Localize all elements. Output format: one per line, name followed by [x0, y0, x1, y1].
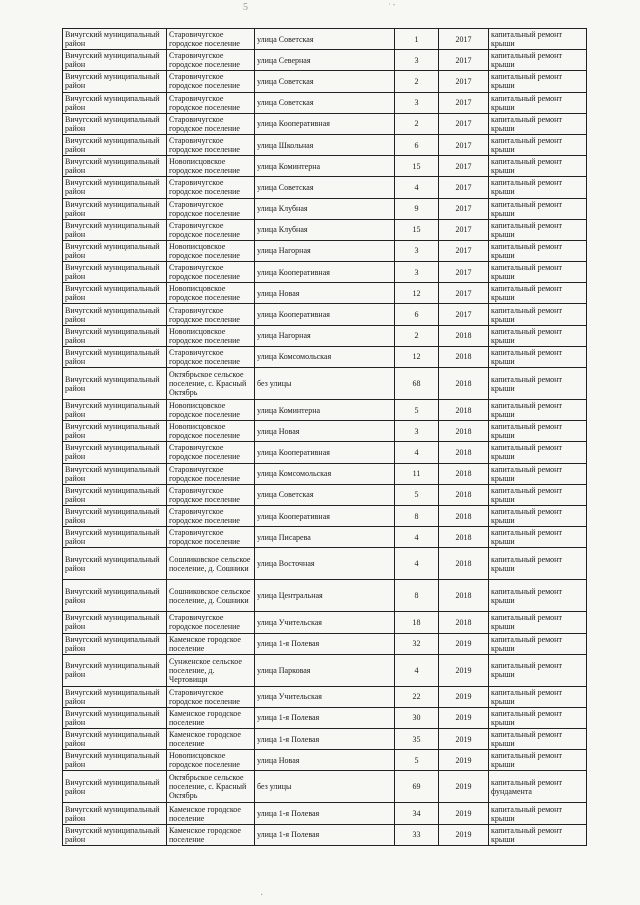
table-row — [63, 400, 587, 421]
street-cell: улица 1-я Полевая — [255, 707, 395, 728]
table-row — [63, 505, 587, 526]
settlement-cell: Каменское городское поселение — [167, 633, 255, 654]
street-cell: улица Кооперативная — [255, 442, 395, 463]
street-cell: улица Центральная — [255, 580, 395, 612]
district-cell: Вичугский муниципальный район — [63, 654, 167, 686]
district-cell: Вичугский муниципальный район — [63, 750, 167, 771]
settlement-cell: Новописцовское городское поселение — [167, 325, 255, 346]
street-cell: улица Новая — [255, 750, 395, 771]
table-row — [63, 484, 587, 505]
street-cell: улица Парковая — [255, 654, 395, 686]
house-number-cell: 6 — [395, 304, 439, 325]
year-cell: 2018 — [439, 346, 489, 367]
table-row — [63, 612, 587, 633]
year-cell: 2017 — [439, 29, 489, 50]
year-cell: 2018 — [439, 548, 489, 580]
work-type-cell: капитальный ремонт крыши — [489, 707, 587, 728]
settlement-cell: Каменское городское поселение — [167, 824, 255, 845]
work-type-cell: капитальный ремонт крыши — [489, 50, 587, 71]
table-row — [63, 803, 587, 824]
work-type-cell: капитальный ремонт крыши — [489, 824, 587, 845]
street-cell: улица Советская — [255, 92, 395, 113]
street-cell: улица Северная — [255, 50, 395, 71]
table-row — [63, 219, 587, 240]
work-type-cell: капитальный ремонт крыши — [489, 442, 587, 463]
street-cell: улица Нагорная — [255, 240, 395, 261]
repair-schedule-table — [62, 28, 587, 846]
settlement-cell: Старовичугское городское поселение — [167, 71, 255, 92]
table-row — [63, 346, 587, 367]
year-cell: 2018 — [439, 368, 489, 400]
street-cell: улица 1-я Полевая — [255, 803, 395, 824]
district-cell: Вичугский муниципальный район — [63, 527, 167, 548]
house-number-cell: 4 — [395, 442, 439, 463]
district-cell: Вичугский муниципальный район — [63, 824, 167, 845]
street-cell: улица Восточная — [255, 548, 395, 580]
street-cell: улица Писарева — [255, 527, 395, 548]
settlement-cell: Сошниковское сельское поселение, д. Сошники — [167, 580, 255, 612]
district-cell: Вичугский муниципальный район — [63, 421, 167, 442]
district-cell: Вичугский муниципальный район — [63, 463, 167, 484]
work-type-cell: капитальный ремонт крыши — [489, 484, 587, 505]
house-number-cell: 3 — [395, 421, 439, 442]
work-type-cell: капитальный ремонт крыши — [489, 368, 587, 400]
table-row — [63, 156, 587, 177]
work-type-cell: капитальный ремонт крыши — [489, 198, 587, 219]
settlement-cell: Старовичугское городское поселение — [167, 442, 255, 463]
house-number-cell: 8 — [395, 505, 439, 526]
settlement-cell: Старовичугское городское поселение — [167, 92, 255, 113]
house-number-cell: 4 — [395, 527, 439, 548]
page-mark: · — [260, 890, 264, 901]
district-cell: Вичугский муниципальный район — [63, 346, 167, 367]
table-row — [63, 442, 587, 463]
table-row — [63, 325, 587, 346]
district-cell: Вичугский муниципальный район — [63, 580, 167, 612]
work-type-cell: капитальный ремонт крыши — [489, 633, 587, 654]
table-row — [63, 633, 587, 654]
district-cell: Вичугский муниципальный район — [63, 325, 167, 346]
house-number-cell: 3 — [395, 92, 439, 113]
table-row — [63, 421, 587, 442]
street-cell: улица 1-я Полевая — [255, 729, 395, 750]
year-cell: 2017 — [439, 304, 489, 325]
year-cell: 2018 — [439, 484, 489, 505]
settlement-cell: Старовичугское городское поселение — [167, 262, 255, 283]
work-type-cell: капитальный ремонт крыши — [489, 92, 587, 113]
year-cell: 2019 — [439, 803, 489, 824]
house-number-cell: 35 — [395, 729, 439, 750]
table-row — [63, 304, 587, 325]
settlement-cell: Старовичугское городское поселение — [167, 177, 255, 198]
work-type-cell: капитальный ремонт крыши — [489, 113, 587, 134]
house-number-cell: 1 — [395, 29, 439, 50]
house-number-cell: 22 — [395, 686, 439, 707]
street-cell: улица Советская — [255, 177, 395, 198]
table-row — [63, 527, 587, 548]
year-cell: 2019 — [439, 707, 489, 728]
house-number-cell: 6 — [395, 134, 439, 155]
work-type-cell: капитальный ремонт крыши — [489, 219, 587, 240]
page-mark: · - — [388, 0, 396, 9]
house-number-cell: 15 — [395, 156, 439, 177]
table-row — [63, 29, 587, 50]
house-number-cell: 11 — [395, 463, 439, 484]
district-cell: Вичугский муниципальный район — [63, 134, 167, 155]
work-type-cell: капитальный ремонт крыши — [489, 750, 587, 771]
year-cell: 2019 — [439, 633, 489, 654]
district-cell: Вичугский муниципальный район — [63, 198, 167, 219]
settlement-cell: Старовичугское городское поселение — [167, 198, 255, 219]
year-cell: 2017 — [439, 50, 489, 71]
street-cell: улица Учительская — [255, 612, 395, 633]
street-cell: улица 1-я Полевая — [255, 633, 395, 654]
year-cell: 2019 — [439, 686, 489, 707]
district-cell: Вичугский муниципальный район — [63, 633, 167, 654]
house-number-cell: 5 — [395, 484, 439, 505]
district-cell: Вичугский муниципальный район — [63, 505, 167, 526]
house-number-cell: 2 — [395, 113, 439, 134]
work-type-cell: капитальный ремонт крыши — [489, 505, 587, 526]
street-cell: улица Советская — [255, 29, 395, 50]
table-row — [63, 134, 587, 155]
work-type-cell: капитальный ремонт крыши — [489, 421, 587, 442]
year-cell: 2019 — [439, 729, 489, 750]
settlement-cell: Новописцовское городское поселение — [167, 750, 255, 771]
work-type-cell: капитальный ремонт крыши — [489, 177, 587, 198]
year-cell: 2019 — [439, 654, 489, 686]
settlement-cell: Старовичугское городское поселение — [167, 50, 255, 71]
district-cell: Вичугский муниципальный район — [63, 262, 167, 283]
table-row — [63, 50, 587, 71]
street-cell: улица Коминтерна — [255, 400, 395, 421]
house-number-cell: 68 — [395, 368, 439, 400]
district-cell: Вичугский муниципальный район — [63, 771, 167, 803]
district-cell: Вичугский муниципальный район — [63, 50, 167, 71]
house-number-cell: 3 — [395, 240, 439, 261]
house-number-cell: 12 — [395, 283, 439, 304]
table-row — [63, 92, 587, 113]
table-row — [63, 654, 587, 686]
year-cell: 2017 — [439, 262, 489, 283]
settlement-cell: Старовичугское городское поселение — [167, 346, 255, 367]
table-row — [63, 177, 587, 198]
house-number-cell: 3 — [395, 50, 439, 71]
street-cell: улица Комсомольская — [255, 463, 395, 484]
year-cell: 2017 — [439, 71, 489, 92]
table-row — [63, 580, 587, 612]
table-row — [63, 750, 587, 771]
district-cell: Вичугский муниципальный район — [63, 92, 167, 113]
settlement-cell: Старовичугское городское поселение — [167, 29, 255, 50]
district-cell: Вичугский муниципальный район — [63, 368, 167, 400]
district-cell: Вичугский муниципальный район — [63, 240, 167, 261]
house-number-cell: 5 — [395, 750, 439, 771]
table-row — [63, 729, 587, 750]
work-type-cell: капитальный ремонт крыши — [489, 240, 587, 261]
table-row — [63, 113, 587, 134]
settlement-cell: Старовичугское городское поселение — [167, 134, 255, 155]
settlement-cell: Каменское городское поселение — [167, 707, 255, 728]
house-number-cell: 34 — [395, 803, 439, 824]
house-number-cell: 2 — [395, 71, 439, 92]
street-cell: улица Кооперативная — [255, 262, 395, 283]
settlement-cell: Новописцовское городское поселение — [167, 240, 255, 261]
work-type-cell: капитальный ремонт крыши — [489, 283, 587, 304]
settlement-cell: Каменское городское поселение — [167, 803, 255, 824]
year-cell: 2017 — [439, 283, 489, 304]
street-cell: без улицы — [255, 771, 395, 803]
work-type-cell: капитальный ремонт крыши — [489, 463, 587, 484]
settlement-cell: Октябрьское сельское поселение, с. Красный Октябрь — [167, 771, 255, 803]
district-cell: Вичугский муниципальный район — [63, 283, 167, 304]
work-type-cell: капитальный ремонт крыши — [489, 346, 587, 367]
work-type-cell: капитальный ремонт крыши — [489, 803, 587, 824]
house-number-cell: 4 — [395, 548, 439, 580]
district-cell: Вичугский муниципальный район — [63, 304, 167, 325]
district-cell: Вичугский муниципальный район — [63, 612, 167, 633]
year-cell: 2018 — [439, 400, 489, 421]
settlement-cell: Старовичугское городское поселение — [167, 463, 255, 484]
settlement-cell: Старовичугское городское поселение — [167, 113, 255, 134]
work-type-cell: капитальный ремонт крыши — [489, 156, 587, 177]
page-mark: 5 — [243, 2, 248, 13]
street-cell: улица Новая — [255, 421, 395, 442]
table-row — [63, 548, 587, 580]
house-number-cell: 9 — [395, 198, 439, 219]
table-row — [63, 707, 587, 728]
table-row — [63, 686, 587, 707]
house-number-cell: 4 — [395, 654, 439, 686]
settlement-cell: Старовичугское городское поселение — [167, 505, 255, 526]
work-type-cell: капитальный ремонт крыши — [489, 262, 587, 283]
street-cell: улица Советская — [255, 71, 395, 92]
year-cell: 2017 — [439, 156, 489, 177]
street-cell: улица Комсомольская — [255, 346, 395, 367]
table-row — [63, 463, 587, 484]
year-cell: 2018 — [439, 612, 489, 633]
street-cell: улица Школьная — [255, 134, 395, 155]
work-type-cell: капитальный ремонт крыши — [489, 654, 587, 686]
district-cell: Вичугский муниципальный район — [63, 803, 167, 824]
settlement-cell: Старовичугское городское поселение — [167, 219, 255, 240]
year-cell: 2019 — [439, 824, 489, 845]
street-cell: улица Новая — [255, 283, 395, 304]
work-type-cell: капитальный ремонт крыши — [489, 71, 587, 92]
street-cell: улица Клубная — [255, 198, 395, 219]
table-row — [63, 71, 587, 92]
house-number-cell: 30 — [395, 707, 439, 728]
year-cell: 2017 — [439, 134, 489, 155]
district-cell: Вичугский муниципальный район — [63, 177, 167, 198]
house-number-cell: 4 — [395, 177, 439, 198]
year-cell: 2017 — [439, 92, 489, 113]
table-row — [63, 198, 587, 219]
settlement-cell: Новописцовское городское поселение — [167, 421, 255, 442]
table-row — [63, 283, 587, 304]
work-type-cell: капитальный ремонт крыши — [489, 580, 587, 612]
district-cell: Вичугский муниципальный район — [63, 219, 167, 240]
year-cell: 2018 — [439, 421, 489, 442]
settlement-cell: Новописцовское городское поселение — [167, 400, 255, 421]
district-cell: Вичугский муниципальный район — [63, 156, 167, 177]
street-cell: улица Нагорная — [255, 325, 395, 346]
street-cell: улица Кооперативная — [255, 505, 395, 526]
house-number-cell: 5 — [395, 400, 439, 421]
year-cell: 2017 — [439, 240, 489, 261]
year-cell: 2017 — [439, 113, 489, 134]
street-cell: улица Клубная — [255, 219, 395, 240]
settlement-cell: Старовичугское городское поселение — [167, 686, 255, 707]
year-cell: 2017 — [439, 219, 489, 240]
house-number-cell: 8 — [395, 580, 439, 612]
settlement-cell: Октябрьское сельское поселение, с. Красный Октябрь — [167, 368, 255, 400]
settlement-cell: Старовичугское городское поселение — [167, 612, 255, 633]
settlement-cell: Старовичугское городское поселение — [167, 304, 255, 325]
street-cell: без улицы — [255, 368, 395, 400]
settlement-cell: Старовичугское городское поселение — [167, 527, 255, 548]
house-number-cell: 2 — [395, 325, 439, 346]
year-cell: 2018 — [439, 463, 489, 484]
district-cell: Вичугский муниципальный район — [63, 113, 167, 134]
year-cell: 2018 — [439, 527, 489, 548]
street-cell: улица Кооперативная — [255, 304, 395, 325]
table-row — [63, 368, 587, 400]
work-type-cell: капитальный ремонт крыши — [489, 686, 587, 707]
work-type-cell: капитальный ремонт крыши — [489, 729, 587, 750]
house-number-cell: 33 — [395, 824, 439, 845]
work-type-cell: капитальный ремонт крыши — [489, 400, 587, 421]
house-number-cell: 12 — [395, 346, 439, 367]
district-cell: Вичугский муниципальный район — [63, 548, 167, 580]
house-number-cell: 69 — [395, 771, 439, 803]
table-row — [63, 262, 587, 283]
street-cell: улица Кооперативная — [255, 113, 395, 134]
house-number-cell: 32 — [395, 633, 439, 654]
year-cell: 2017 — [439, 177, 489, 198]
settlement-cell: Новописцовское городское поселение — [167, 156, 255, 177]
year-cell: 2018 — [439, 580, 489, 612]
year-cell: 2018 — [439, 505, 489, 526]
settlement-cell: Новописцовское городское поселение — [167, 283, 255, 304]
district-cell: Вичугский муниципальный район — [63, 442, 167, 463]
street-cell: улица 1-я Полевая — [255, 824, 395, 845]
year-cell: 2018 — [439, 442, 489, 463]
table-row — [63, 771, 587, 803]
district-cell: Вичугский муниципальный район — [63, 484, 167, 505]
settlement-cell: Сошниковское сельское поселение, д. Сошники — [167, 548, 255, 580]
house-number-cell: 3 — [395, 262, 439, 283]
district-cell: Вичугский муниципальный район — [63, 707, 167, 728]
street-cell: улица Коминтерна — [255, 156, 395, 177]
settlement-cell: Старовичугское городское поселение — [167, 484, 255, 505]
street-cell: улица Советская — [255, 484, 395, 505]
district-cell: Вичугский муниципальный район — [63, 400, 167, 421]
district-cell: Вичугский муниципальный район — [63, 29, 167, 50]
house-number-cell: 15 — [395, 219, 439, 240]
district-cell: Вичугский муниципальный район — [63, 686, 167, 707]
work-type-cell: капитальный ремонт крыши — [489, 29, 587, 50]
year-cell: 2019 — [439, 750, 489, 771]
year-cell: 2019 — [439, 771, 489, 803]
settlement-cell: Сунженское сельское поселение, д. Чертовищи — [167, 654, 255, 686]
work-type-cell: капитальный ремонт крыши — [489, 548, 587, 580]
work-type-cell: капитальный ремонт крыши — [489, 527, 587, 548]
district-cell: Вичугский муниципальный район — [63, 729, 167, 750]
work-type-cell: капитальный ремонт крыши — [489, 612, 587, 633]
work-type-cell: капитальный ремонт крыши — [489, 304, 587, 325]
work-type-cell: капитальный ремонт крыши — [489, 134, 587, 155]
settlement-cell: Каменское городское поселение — [167, 729, 255, 750]
district-cell: Вичугский муниципальный район — [63, 71, 167, 92]
house-number-cell: 18 — [395, 612, 439, 633]
work-type-cell: капитальный ремонт фундамента — [489, 771, 587, 803]
year-cell: 2017 — [439, 198, 489, 219]
street-cell: улица Учительская — [255, 686, 395, 707]
year-cell: 2018 — [439, 325, 489, 346]
work-type-cell: капитальный ремонт крыши — [489, 325, 587, 346]
table-row — [63, 240, 587, 261]
table-row — [63, 824, 587, 845]
